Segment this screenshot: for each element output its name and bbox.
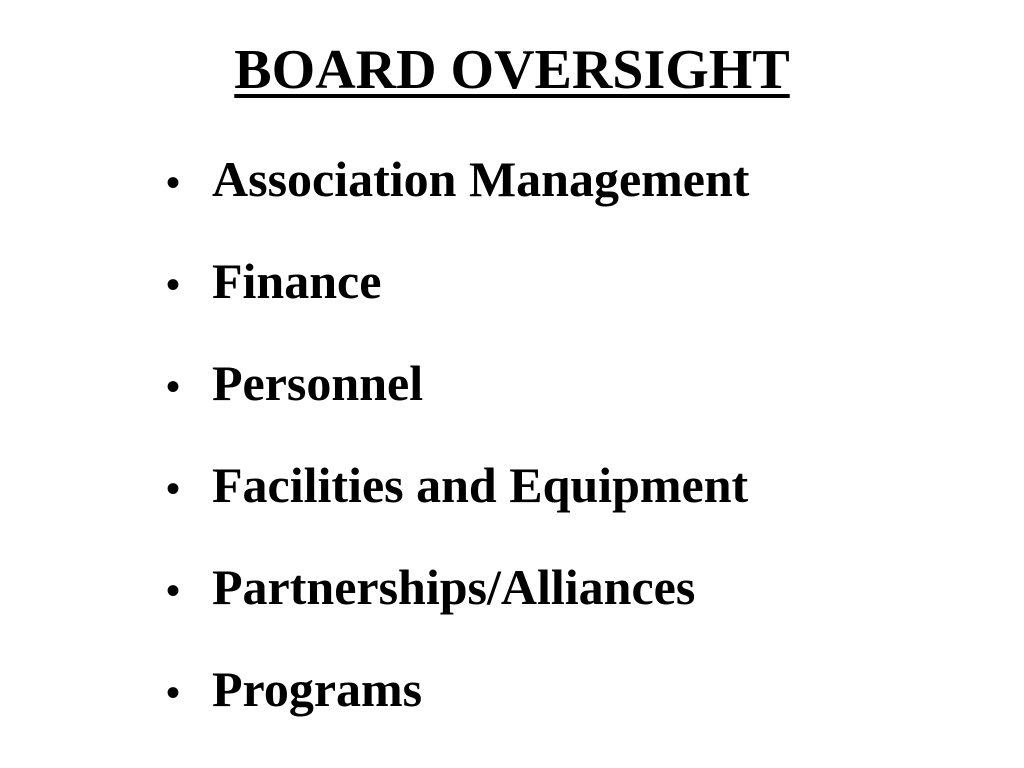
slide-title <box>0 34 1024 106</box>
bullet-icon: • <box>166 568 181 613</box>
bullet-label: Facilities and Equipment <box>212 457 749 513</box>
bullet-item-programs <box>166 656 749 758</box>
bullet-label: Association Management <box>212 151 750 207</box>
bullet-label: Personnel <box>212 355 424 411</box>
bullet-icon: • <box>166 670 181 715</box>
bullet-label: Finance <box>212 253 382 309</box>
bullet-label: Programs <box>212 661 423 717</box>
bullet-item-personnel <box>166 350 749 452</box>
bullet-item-finance <box>166 248 749 350</box>
bullet-icon: • <box>166 262 181 307</box>
bullet-item-association-management <box>166 146 749 248</box>
bullet-icon: • <box>166 466 181 511</box>
bullet-item-facilities-and-equipment <box>166 452 749 554</box>
bullet-item-partnerships-alliances <box>166 554 749 656</box>
bullet-label: Partnerships/Alliances <box>212 559 696 615</box>
slide-title-text: BOARD OVERSIGHT <box>234 39 790 101</box>
bullet-icon: • <box>166 160 181 205</box>
bullet-list <box>166 146 749 758</box>
bullet-icon: • <box>166 364 181 409</box>
